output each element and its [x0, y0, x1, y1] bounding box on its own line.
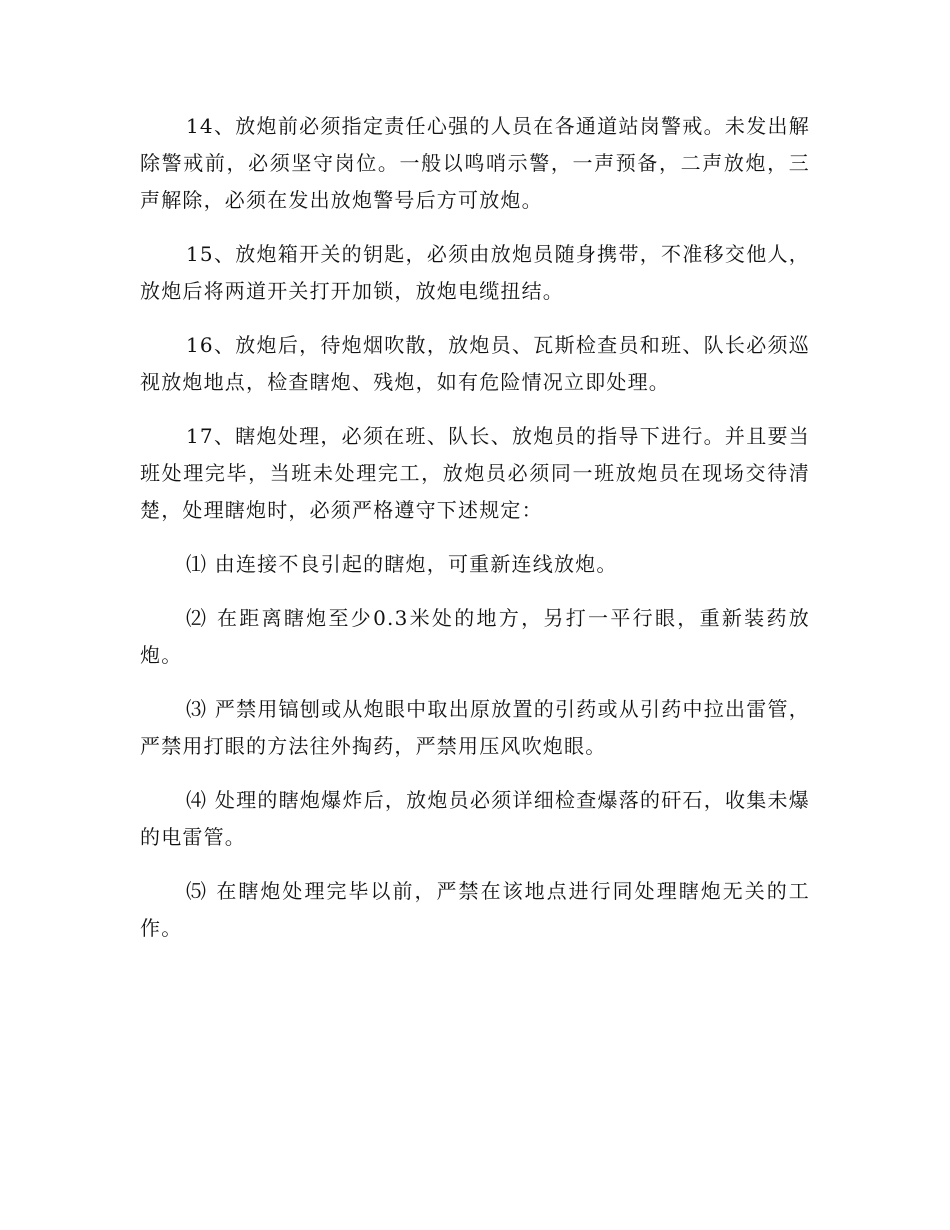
rule-item-1: ⑴ 由连接不良引起的瞎炮，可重新连线放炮。	[186, 552, 618, 576]
rule-item-2: ⑵ 在距离瞎炮至少0.3米处的地方，另打一平行眼，重新装药放炮。	[140, 606, 810, 667]
document-body	[140, 108, 810, 964]
rule-item-4: ⑷ 处理的瞎炮爆炸后，放炮员必须详细检查爆落的矸石，收集未爆的电雷管。	[140, 788, 810, 849]
paragraph-14: 14、放炮前必须指定责任心强的人员在各通道站岗警戒。未发出解除警戒前，必须坚守岗位。一般以鸣哨示警，一声预备，二声放炮，三声解除，必须在发出放炮警号后方可放炮。	[140, 114, 810, 212]
rule-item-5: ⑸ 在瞎炮处理完毕以前，严禁在该地点进行同处理瞎炮无关的工作。	[140, 879, 810, 940]
paragraph-17: 17、瞎炮处理，必须在班、队长、放炮员的指导下进行。并且要当班处理完毕，当班未处理完工，放炮员必须同一班放炮员在现场交待清楚，处理瞎炮时，必须严格遵守下述规定：	[140, 424, 810, 522]
paragraph-16: 16、放炮后，待炮烟吹散，放炮员、瓦斯检查员和班、队长必须巡视放炮地点，检查瞎炮、残炮，如有危险情况立即处理。	[140, 333, 810, 394]
rule-item-3: ⑶ 严禁用镐刨或从炮眼中取出原放置的引药或从引药中拉出雷管，严禁用打眼的方法往外掏药，严禁用压风吹炮眼。	[140, 697, 810, 758]
paragraph-15: 15、放炮箱开关的钥匙，必须由放炮员随身携带，不准移交他人，放炮后将两道开关打开加锁，放炮电缆扭结。	[140, 242, 810, 303]
